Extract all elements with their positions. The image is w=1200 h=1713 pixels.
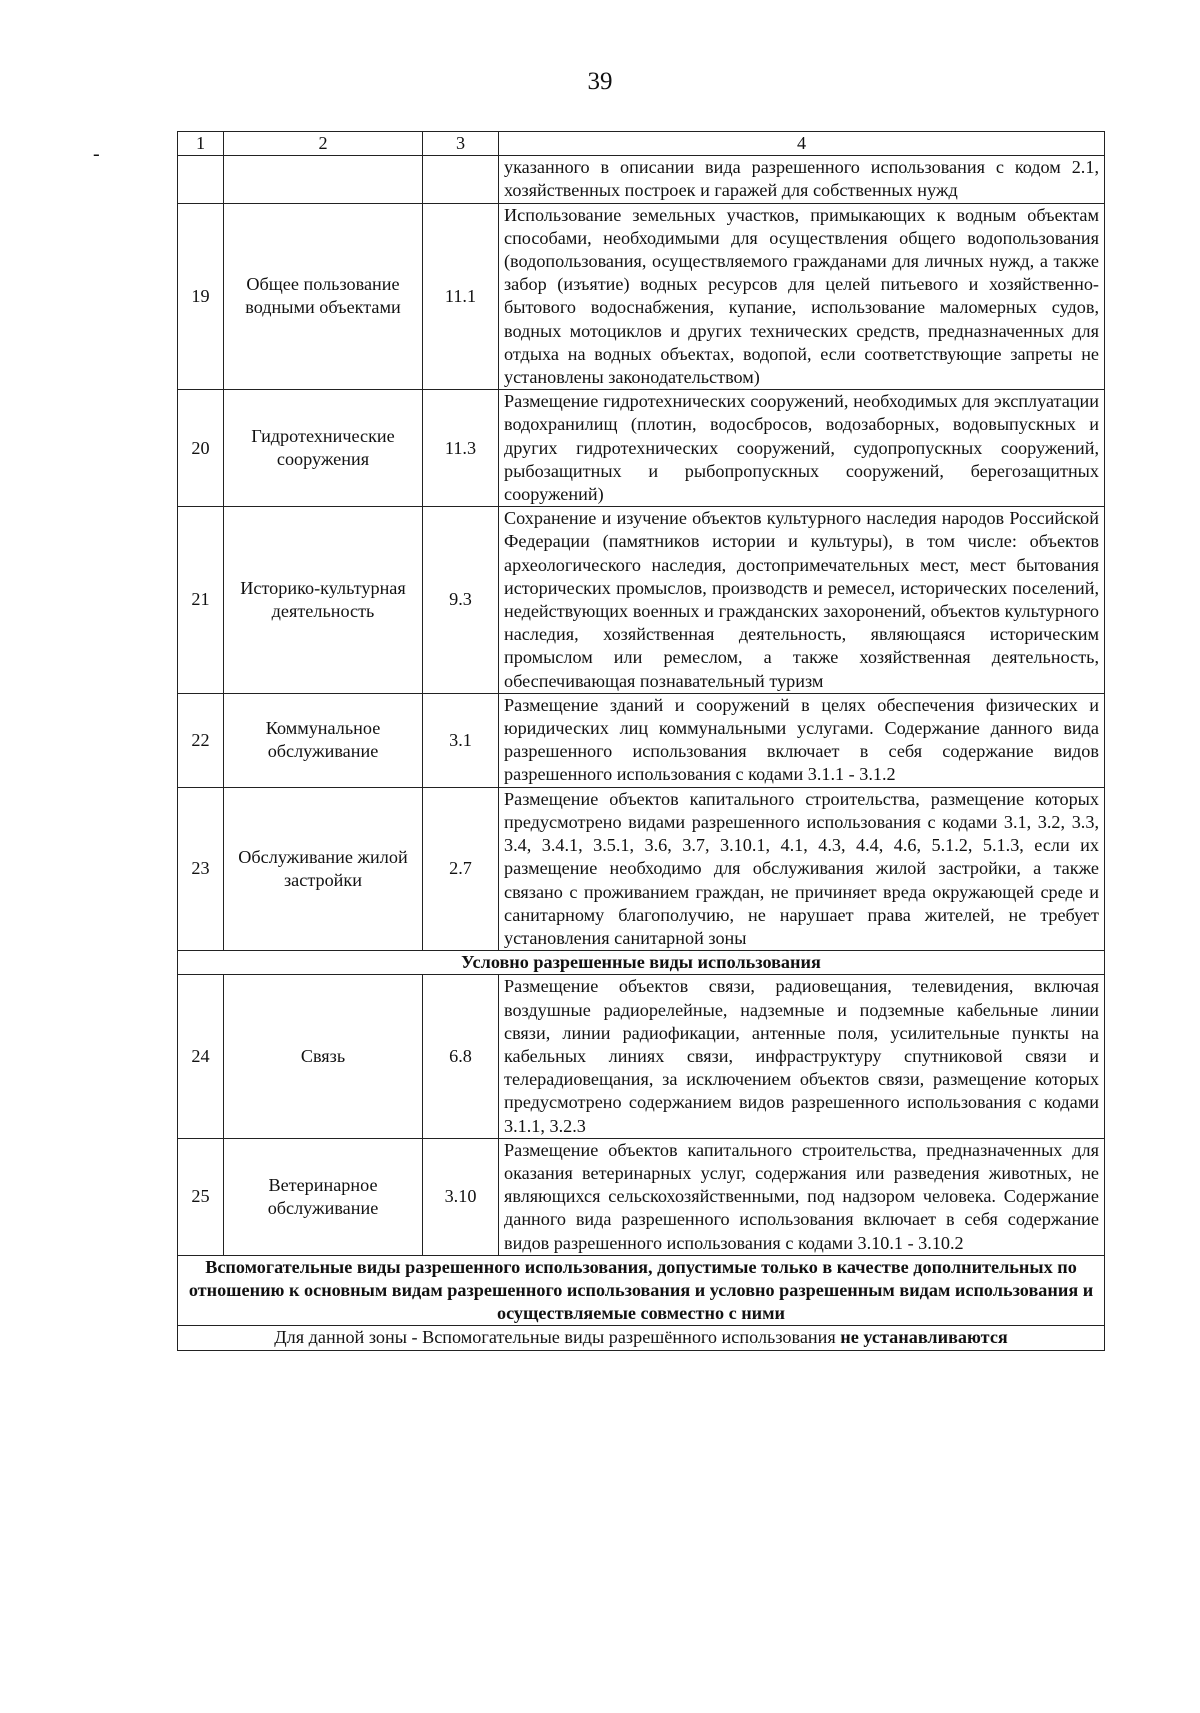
cell-desc: Размещение гидротехнических сооружений, необходимых для эксплуатации водохранилищ (плотин, водосбросов, водозаборных, водовыпускных и других гидротехнических сооружений, судопропускных сооружений, рыбозащитных и рыбопропускных сооружений, берегозащитных сооружений): [499, 390, 1105, 507]
cell-desc: Размещение объектов связи, радиовещания, телевидения, включая воздушные радиорелейные, надземные и подземные кабельные линии связи, линии радиофикации, антенные поля, усилительные пункты на кабельных линиях связи, инфраструктуру спутниковой связи и телерадиовещания, за исключением объектов связи, размещение которых предусмотрено содержанием видов разрешенного использования с кодами 3.1.1, 3.2.3: [499, 975, 1105, 1138]
section-heading-auxiliary: Вспомогательные виды разрешенного использования, допустимые только в качестве дополнительных по отношению к основным видам разрешенного использования и условно разрешенным видам использования и осуществляемые совместно с ними: [178, 1255, 1105, 1326]
col-header-3: 3: [423, 132, 499, 156]
table-row: [178, 507, 1105, 694]
page-number: 39: [587, 68, 613, 95]
cell-name: Общее пользование водными объектами: [224, 203, 423, 390]
cell-num: 20: [178, 390, 224, 507]
footer-note-row: [178, 1326, 1105, 1350]
cell-code: 3.10: [423, 1138, 499, 1255]
cell-code: 6.8: [423, 975, 499, 1138]
cell-name: Ветеринарное обслуживание: [224, 1138, 423, 1255]
footer-note-emphasis: не устанавливаются: [840, 1327, 1008, 1348]
cell-num: 19: [178, 203, 224, 390]
footer-note-text: Для данной зоны - Вспомогательные виды разрешённого использования: [274, 1327, 841, 1348]
cell-code: [423, 156, 499, 203]
table-row: [178, 787, 1105, 950]
section-heading-conditional: Условно разрешенные виды использования: [178, 951, 1105, 975]
cell-code: 11.1: [423, 203, 499, 390]
continuation-row: [178, 156, 1105, 203]
section-heading-conditional-row: [178, 951, 1105, 975]
table-header-row: [178, 132, 1105, 156]
cell-desc: Использование земельных участков, примыкающих к водным объектам способами, необходимыми для осуществления общего водопользования (водопользования, осуществляемого гражданами для личных нужд, а также забор (изъятие) водных ресурсов для целей питьевого и хозяйственно-бытового водоснабжения, купание, использование маломерных судов, водных мотоциклов и других технических средств, предназначенных для отдыха на водных объектах, водопой, если соответствующие запреты не установлены законодательством): [499, 203, 1105, 390]
cell-num: 22: [178, 693, 224, 787]
cell-num: 21: [178, 507, 224, 694]
table-row: [178, 203, 1105, 390]
col-header-4: 4: [499, 132, 1105, 156]
cell-desc: Размещение объектов капитального строительства, размещение которых предусмотрено видами разрешенного использования с кодами 3.1, 3.2, 3.3, 3.4, 3.4.1, 3.5.1, 3.6, 3.7, 3.10.1, 4.1, 4.3, 4.4, 4.6, 5.1.2, 5.1.3, если их размещение необходимо для обслуживания жилой застройки, а также связано с проживанием граждан, не причиняет вреда окружающей среде и санитарному благополучию, не нарушает права жителей, не требует установления санитарной зоны: [499, 787, 1105, 950]
cell-desc: указанного в описании вида разрешенного использования с кодом 2.1, хозяйственных построек и гаражей для собственных нужд: [499, 156, 1105, 203]
cell-name: Обслуживание жилой застройки: [224, 787, 423, 950]
cell-desc: Сохранение и изучение объектов культурного наследия народов Российской Федерации (памятников истории и культуры), в том числе: объектов археологического наследия, достопримечательных мест, мест бытования исторических промыслов, производств и ремесел, исторических поселений, недействующих военных и гражданских захоронений, объектов культурного наследия, хозяйственная деятельность, являющаяся историческим промыслом или ремеслом, а также хозяйственная деятельность, обеспечивающая познавательный туризм: [499, 507, 1105, 694]
cell-name: Коммунальное обслуживание: [224, 693, 423, 787]
cell-num: [178, 156, 224, 203]
col-header-2: 2: [224, 132, 423, 156]
cell-num: 24: [178, 975, 224, 1138]
table-row: [178, 693, 1105, 787]
cell-name: [224, 156, 423, 203]
cell-code: 2.7: [423, 787, 499, 950]
col-header-1: 1: [178, 132, 224, 156]
cell-name: Гидротехнические сооружения: [224, 390, 423, 507]
cell-desc: Размещение зданий и сооружений в целях обеспечения физических и юридических лиц коммунальными услугами. Содержание данного вида разрешенного использования включает в себя содержание видов разрешенного использования с кодами 3.1.1 - 3.1.2: [499, 693, 1105, 787]
footer-note: [178, 1326, 1105, 1350]
cell-code: 3.1: [423, 693, 499, 787]
table-row: [178, 1138, 1105, 1255]
land-use-table: [177, 131, 1105, 1351]
cell-num: 23: [178, 787, 224, 950]
cell-desc: Размещение объектов капитального строительства, предназначенных для оказания ветеринарных услуг, содержания или разведения животных, не являющихся сельскохозяйственными, под надзором человека. Содержание данного вида разрешенного использования включает в себя содержание видов разрешенного использования с кодами 3.10.1 - 3.10.2: [499, 1138, 1105, 1255]
table-row: [178, 975, 1105, 1138]
table-row: [178, 390, 1105, 507]
cell-name: Связь: [224, 975, 423, 1138]
cell-code: 9.3: [423, 507, 499, 694]
section-heading-auxiliary-row: [178, 1255, 1105, 1326]
cell-num: 25: [178, 1138, 224, 1255]
margin-dash: -: [93, 143, 100, 165]
cell-name: Историко-культурная деятельность: [224, 507, 423, 694]
table-body: [178, 156, 1105, 1350]
cell-code: 11.3: [423, 390, 499, 507]
